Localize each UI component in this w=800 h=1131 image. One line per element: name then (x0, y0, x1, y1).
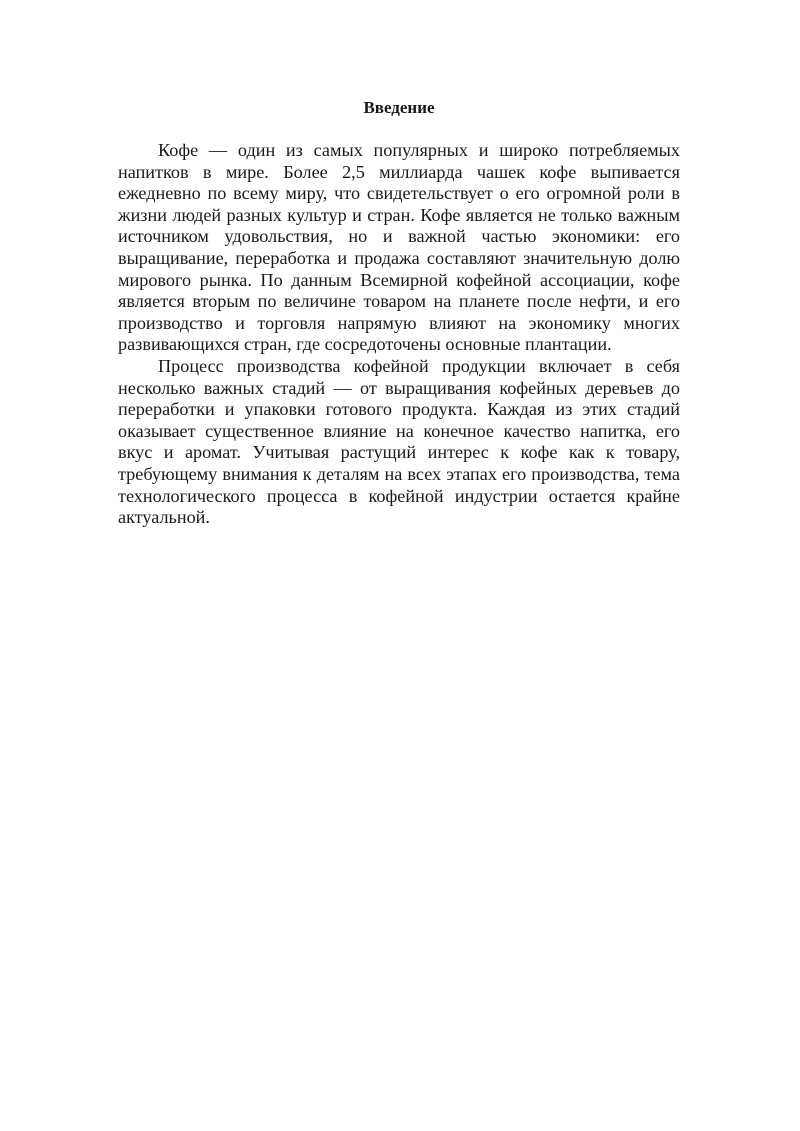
paragraph: Кофе — один из самых популярных и широко потребляемых напитков в мире. Более 2,5 миллиарда чашек кофе выпивается ежедневно по всему миру, что свидетельствует о его огромной роли в жизни людей разных культур и стран. Кофе является не только важным источником удовольствия, но и важной частью экономики: его выращивание, переработка и продажа составляют значительную долю мирового рынка. По данным Всемирной кофейной ассоциации, кофе является вторым по величине товаром на планете после нефти, и его производство и торговля напрямую влияют на экономику многих развивающихся стран, где сосредоточены основные плантации. (118, 140, 680, 355)
paragraph: Процесс производства кофейной продукции включает в себя несколько важных стадий — от выращивания кофейных деревьев до переработки и упаковки готового продукта. Каждая из этих стадий оказывает существенное влияние на конечное качество напитка, его вкус и аромат. Учитывая растущий интерес к кофе как к товару, требующему внимания к деталям на всех этапах его производства, тема технологического процесса в кофейной индустрии остается крайне актуальной. (118, 355, 680, 528)
section-title: Введение (363, 98, 435, 117)
document-body (118, 96, 680, 529)
